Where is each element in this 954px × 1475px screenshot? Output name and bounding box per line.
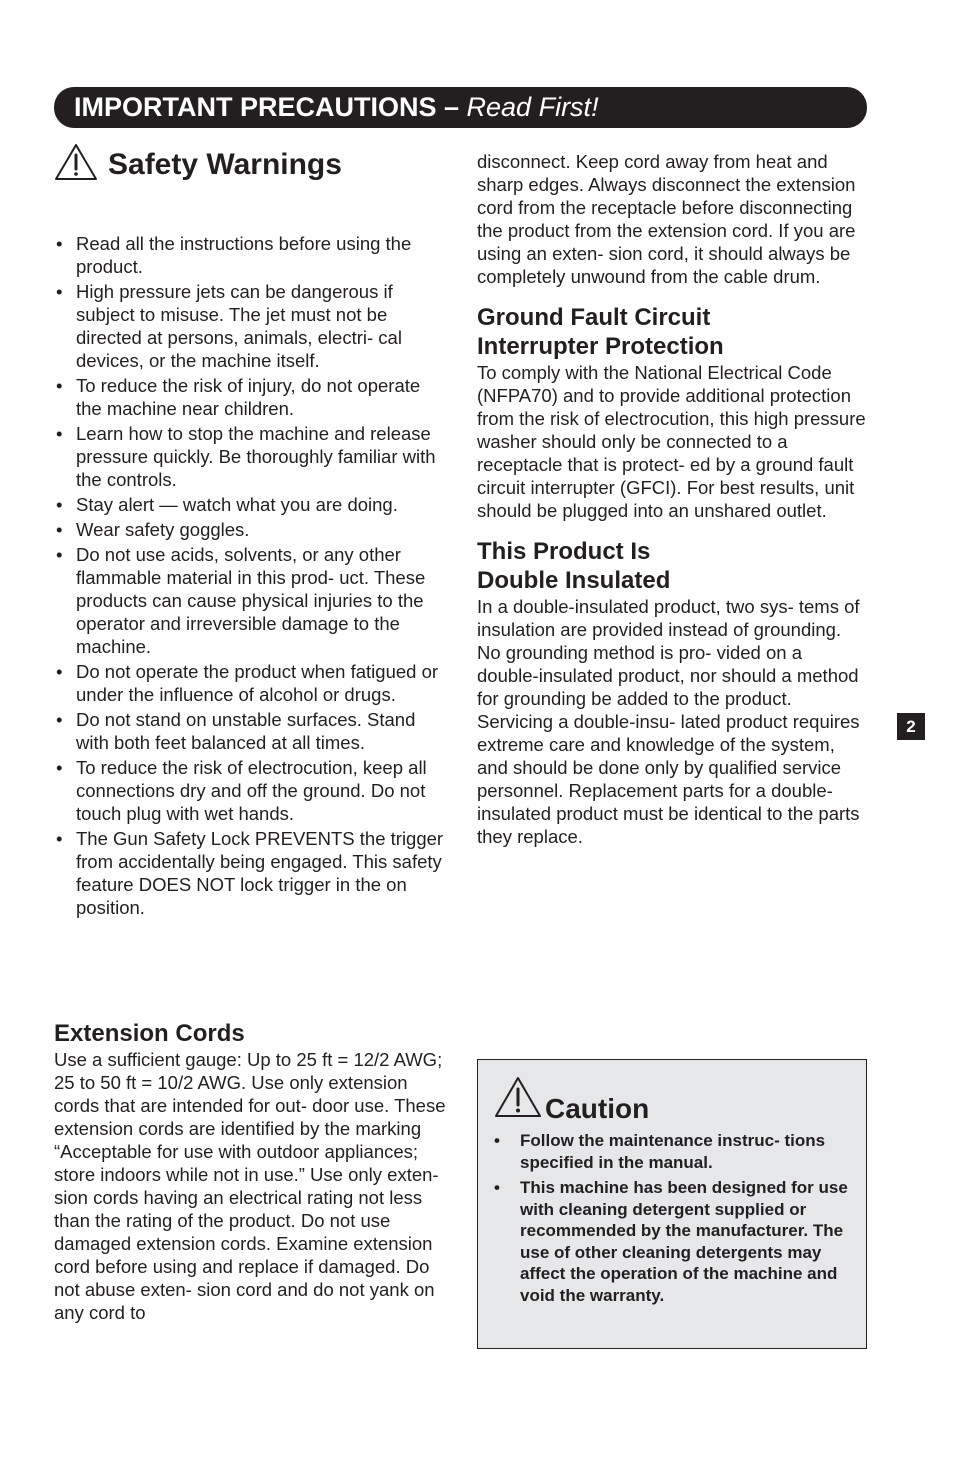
list-item bbox=[54, 708, 446, 754]
bullet-marker: • bbox=[494, 1178, 500, 1197]
warning-icon bbox=[54, 143, 98, 181]
banner-subtitle: Read First! bbox=[466, 92, 599, 122]
extension-cords-section bbox=[54, 1019, 446, 1324]
list-item-text: Wear safety goggles. bbox=[76, 519, 250, 540]
list-item-text: Do not operate the product when fatigued or under the influence of alcohol or drugs. bbox=[76, 661, 439, 705]
list-item bbox=[54, 827, 446, 919]
bullet-marker: • bbox=[56, 233, 63, 254]
list-item bbox=[54, 232, 446, 278]
bullet-marker: • bbox=[56, 661, 63, 682]
list-item bbox=[54, 422, 446, 491]
caution-list bbox=[494, 1130, 854, 1310]
list-item bbox=[54, 374, 446, 420]
bullet-marker: • bbox=[494, 1131, 500, 1150]
safety-warnings-list-column bbox=[54, 232, 446, 921]
list-item bbox=[54, 543, 446, 658]
warning-icon bbox=[494, 1076, 542, 1118]
gfci-heading: Ground Fault Circuit Interrupter Protection bbox=[477, 304, 724, 360]
safety-warnings-heading: Safety Warnings bbox=[108, 148, 342, 181]
list-item-text: High pressure jets can be dangerous if subject to misuse. The jet must not be directed at persons, animals, electri- cal devices, or the machine itself. bbox=[76, 281, 402, 371]
list-item-text: Learn how to stop the machine and release pressure quickly. Be thoroughly familiar with the controls. bbox=[76, 423, 436, 490]
bullet-marker: • bbox=[56, 281, 63, 302]
bullet-marker: • bbox=[56, 494, 63, 515]
bullet-marker: • bbox=[56, 709, 63, 730]
extension-cords-heading: Extension Cords bbox=[54, 1020, 245, 1047]
bullet-marker: • bbox=[56, 757, 63, 778]
extension-cords-body: Use a sufficient gauge: Up to 25 ft = 12/2 AWG; 25 to 50 ft = 10/2 AWG. Use only extension cords that are intended for out- door use. These extension cords are identified by the marking “Acceptable for use with outdoor appliances; store indoors while not in use.” Use only exten- sion cords having an electrical rating not less than the rating of the product. Do not use damaged extension cords. Examine extension cord before using and replace if damaged. Do not abuse exten- sion cord and do not yank on any cord to bbox=[54, 1049, 446, 1323]
list-item bbox=[54, 493, 446, 516]
list-item-text: The Gun Safety Lock PREVENTS the trigger from accidentally being engaged. This safety feature DOES NOT lock trigger in the on position. bbox=[76, 828, 444, 918]
list-item-text: To reduce the risk of injury, do not operate the machine near children. bbox=[76, 375, 421, 419]
list-item bbox=[494, 1177, 854, 1306]
bullet-marker: • bbox=[56, 544, 63, 565]
bullet-marker: • bbox=[56, 423, 63, 444]
list-item-text: Read all the instructions before using the product. bbox=[76, 233, 412, 277]
caution-heading: Caution bbox=[545, 1093, 650, 1124]
bullet-marker: • bbox=[56, 375, 63, 396]
list-item-text: Do not stand on unstable surfaces. Stand with both feet balanced at all times. bbox=[76, 709, 416, 753]
gfci-body: To comply with the National Electrical Code (NFPA70) and to provide additional protection from the risk of electrocution, this high pressure washer should only be connected to a receptacle that is protect- ed by a ground fault circuit interrupter (GFCI). For best results, unit should be plugged into an unshared outlet. bbox=[477, 362, 866, 521]
page-number-tab: 2 bbox=[897, 713, 925, 740]
list-item-text: Stay alert — watch what you are doing. bbox=[76, 494, 398, 515]
list-item-text: Do not use acids, solvents, or any other flammable material in this prod- uct. These products can cause physical injuries to the operator and irreversible damage to the machine. bbox=[76, 544, 426, 657]
header-banner bbox=[54, 87, 867, 128]
safety-warnings-list bbox=[54, 232, 446, 919]
double-insulated-heading: This Product Is Double Insulated bbox=[477, 538, 671, 594]
extension-cords-continued: disconnect. Keep cord away from heat and sharp edges. Always disconnect the extension cord from the receptacle before disconnecting the product from the extension cord. If you are using an exten- sion cord, it should always be completely unwound from the cable drum. bbox=[477, 151, 856, 287]
list-item-text: This machine has been designed for use with cleaning detergent supplied or recommended by the manufacturer. The use of other cleaning detergents may affect the operation of the machine and void the warranty. bbox=[520, 1178, 848, 1305]
list-item bbox=[54, 756, 446, 825]
list-item bbox=[54, 280, 446, 372]
list-item-text: To reduce the risk of electrocution, keep all connections dry and off the ground. Do not touch plug with wet hands. bbox=[76, 757, 427, 824]
bullet-marker: • bbox=[56, 519, 63, 540]
double-insulated-body: In a double-insulated product, two sys- tems of insulation are provided instead of grounding. No grounding method is pro- vided on a double-insulated product, nor should a method for grounding be added to the product. Servicing a double-insu- lated product requires extreme care and knowledge of the system, and should be done only by qualified service personnel. Replacement parts for a double-insulated product must be identical to the parts they replace. bbox=[477, 596, 860, 847]
list-item bbox=[54, 518, 446, 541]
bullet-marker: • bbox=[56, 828, 63, 849]
list-item bbox=[54, 660, 446, 706]
list-item-text: Follow the maintenance instruc- tions specified in the manual. bbox=[520, 1131, 826, 1172]
caution-box bbox=[477, 1059, 867, 1349]
banner-title: IMPORTANT PRECAUTIONS – bbox=[74, 92, 460, 122]
right-column bbox=[477, 150, 867, 848]
list-item bbox=[494, 1130, 854, 1173]
